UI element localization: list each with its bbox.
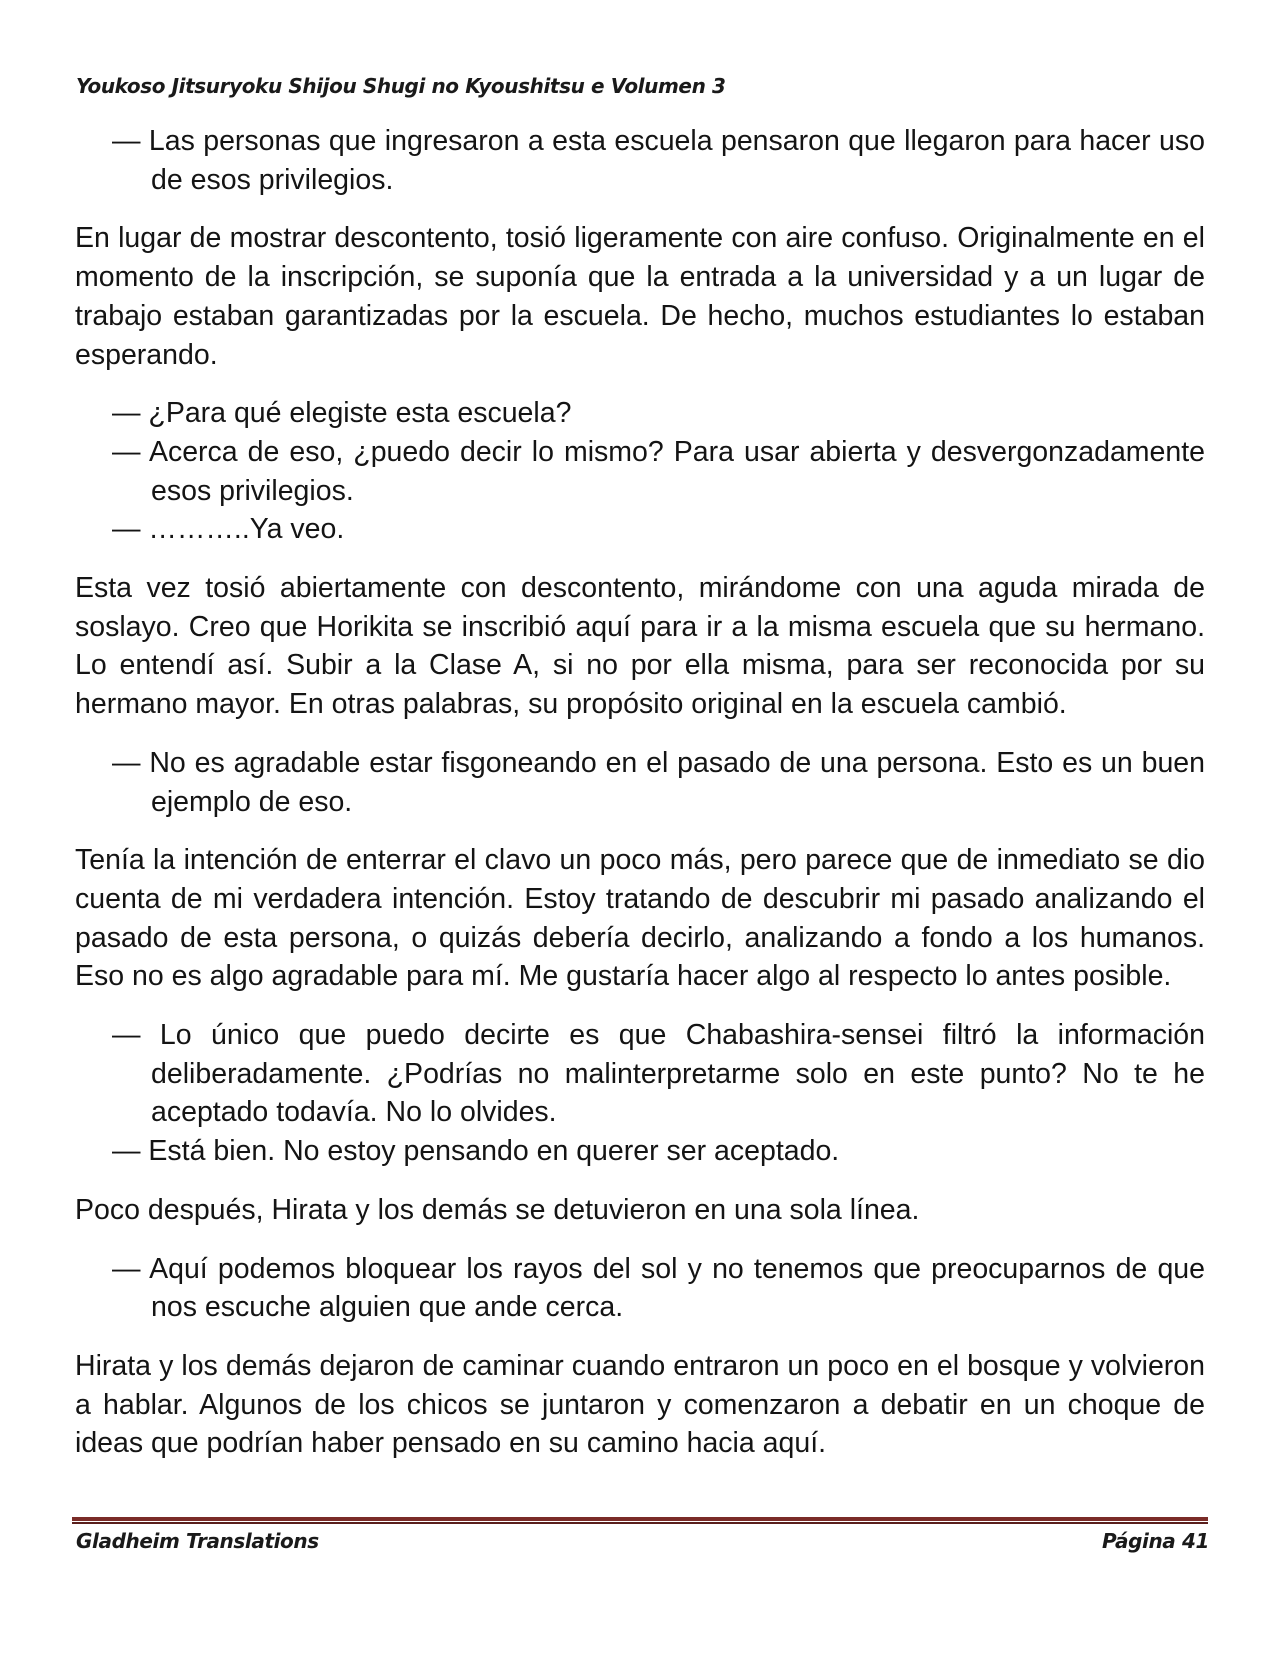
dialogue-line: — Está bien. No estoy pensando en querer ser aceptado. — [112, 1135, 840, 1168]
footer-page-number: Página 41 — [1102, 1529, 1209, 1553]
narration-paragraph: En lugar de mostrar descontento, tosió ligeramente con aire confuso. Originalmente en el momento de la inscripción, se suponía que la entrada a la universidad y a un lugar de trabajo estaban garantizadas por la escuela. De hecho, muchos estudiantes lo estaban esperando. — [75, 222, 1205, 371]
footer-translator-credit: Gladheim Translations — [76, 1529, 319, 1553]
page-body — [75, 122, 1205, 1483]
dialogue-line: — ¿Para qué elegiste esta escuela? — [112, 397, 572, 430]
dialogue-line: — No es agradable estar fisgoneando en el pasado de una persona. Esto es un buen ejemplo de eso. — [112, 746, 1205, 818]
dialogue-line: — Las personas que ingresaron a esta escuela pensaron que llegaron para hacer uso de esos privilegios. — [112, 125, 1205, 196]
dialogue-group — [75, 1250, 1205, 1327]
footer-divider-thin — [72, 1522, 1208, 1524]
dialogue-group — [75, 394, 1205, 549]
narration-paragraph: Poco después, Hirata y los demás se detuvieron en una sola línea. — [75, 1193, 920, 1226]
dialogue-group — [75, 1016, 1205, 1171]
narration-paragraph: Hirata y los demás dejaron de caminar cuando entraron un poco en el bosque y volvieron a hablar. Algunos de los chicos se juntaron y comenzaron a debatir en un choque de ideas que podrían haber pensado en su camino hacia aquí. — [75, 1349, 1205, 1460]
footer-divider — [72, 1517, 1208, 1524]
dialogue-line: — Lo único que puedo decirte es que Chabashira-sensei filtró la información deliberadamente. ¿Podrías no malinterpretarme solo en este punto? No te he aceptado todavía. No lo olvides. — [112, 1019, 1205, 1129]
dialogue-line: — ………..Ya veo. — [112, 513, 345, 546]
dialogue-group — [75, 122, 1205, 199]
narration-paragraph: Esta vez tosió abiertamente con descontento, mirándome con una aguda mirada de soslayo. Creo que Horikita se inscribió aquí para ir a la misma escuela que su hermano. Lo entendí así. Subir a la Clase A, si no por ella misma, para ser reconocida por su hermano mayor. En otras palabras, su propósito original en la escuela cambió. — [75, 572, 1205, 721]
narration-paragraph: Tenía la intención de enterrar el clavo un poco más, pero parece que de inmediato se dio cuenta de mi verdadera intención. Estoy tratando de descubrir mi pasado analizando el pasado de esta persona, o quizás debería decirlo, analizando a fondo a los humanos. Eso no es algo agradable para mí. Me gustaría hacer algo al respecto lo antes posible. — [75, 844, 1205, 993]
dialogue-line: — Aquí podemos bloquear los rayos del sol y no tenemos que preocuparnos de que nos escuche alguien que ande cerca. — [112, 1252, 1205, 1324]
dialogue-line: — Acerca de eso, ¿puedo decir lo mismo? Para usar abierta y desvergonzadamente esos privilegios. — [112, 435, 1205, 507]
page-header-title: Youkoso Jitsuryoku Shijou Shugi no Kyoushitsu e Volumen 3 — [76, 74, 726, 98]
dialogue-group — [75, 744, 1205, 821]
